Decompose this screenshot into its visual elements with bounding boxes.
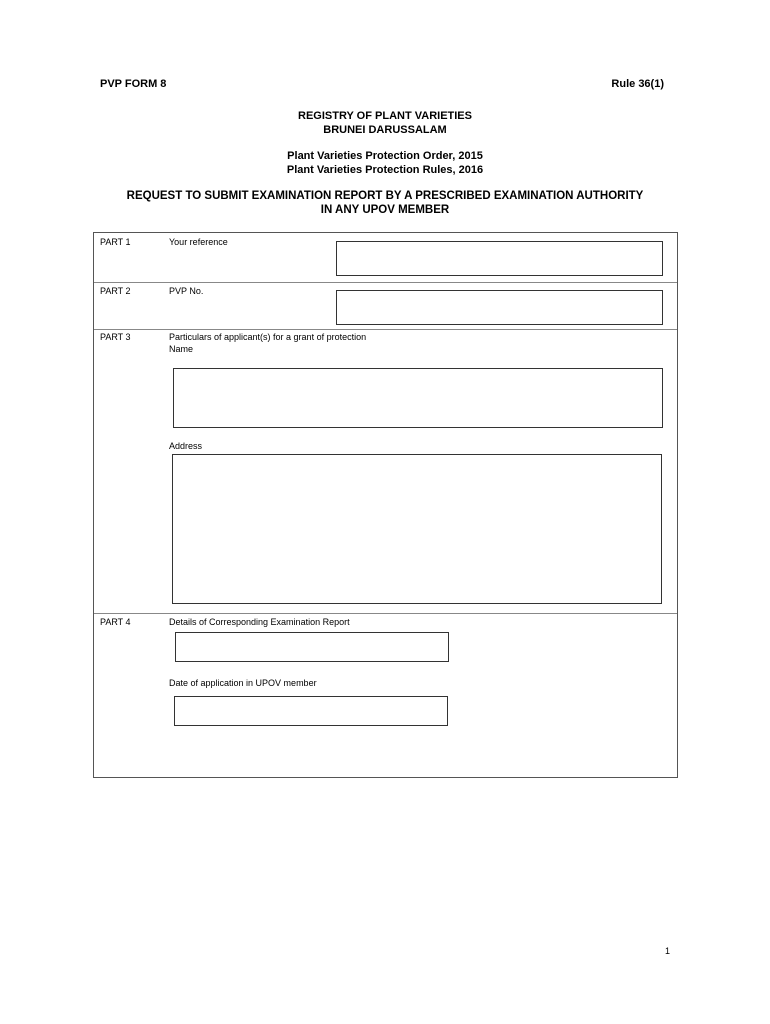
rule-reference: Rule 36(1) [611,78,664,90]
form-number: PVP FORM 8 [100,78,167,90]
your-reference-label: Your reference [169,237,228,247]
legislation-heading [0,149,770,177]
examination-report-field[interactable] [175,632,449,662]
application-date-field[interactable] [174,696,448,726]
part1-label: PART 1 [100,237,131,247]
row-divider [94,329,677,330]
row-divider [94,282,677,283]
legislation-rules: Plant Varieties Protection Rules, 2016 [286,164,484,176]
part2-label: PART 2 [100,286,131,296]
row-divider [94,613,677,614]
legislation-order: Plant Varieties Protection Order, 2015 [287,150,483,162]
page-number: 1 [664,946,670,956]
registry-country: BRUNEI DARUSSALAM [323,124,447,136]
pvp-number-label: PVP No. [169,286,204,296]
registry-name: REGISTRY OF PLANT VARIETIES [298,110,472,122]
applicant-name-field[interactable] [173,368,663,428]
part3-label: PART 3 [100,332,131,342]
form-title [60,189,710,217]
pvp-number-field[interactable] [336,290,663,325]
examination-report-label: Details of Corresponding Examination Report [169,617,350,627]
form-table [93,232,678,778]
address-label: Address [169,441,203,451]
form-title-line2: IN ANY UPOV MEMBER [320,204,450,216]
form-title-line1: REQUEST TO SUBMIT EXAMINATION REPORT BY A PRESCRIBED EXAMINATION AUTHORITY [126,190,644,202]
applicant-address-field[interactable] [172,454,662,604]
part4-label: PART 4 [100,617,131,627]
registry-heading [0,109,770,137]
name-label: Name [169,344,194,354]
your-reference-field[interactable] [336,241,663,276]
application-date-label: Date of application in UPOV member [169,678,317,688]
applicant-particulars-label: Particulars of applicant(s) for a grant of protection [169,332,367,342]
